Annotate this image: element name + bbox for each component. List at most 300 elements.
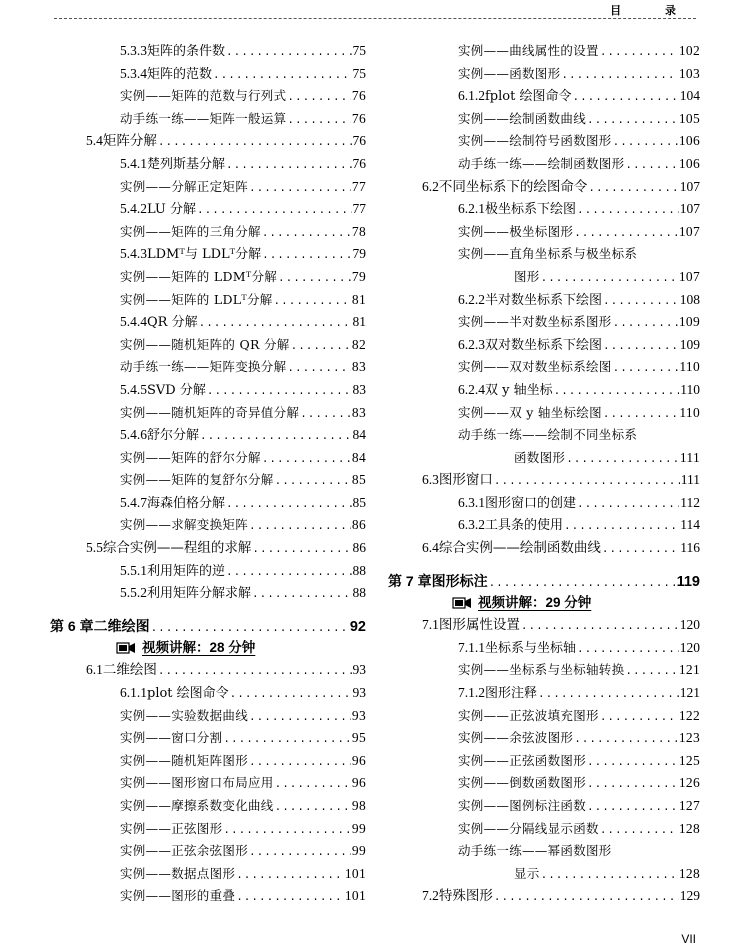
toc-title: 实例——分隔线显示函数 xyxy=(458,820,599,836)
toc-example[interactable] xyxy=(388,63,700,86)
dot-leader xyxy=(600,707,678,730)
toc-number: 5.3.4 xyxy=(120,65,147,81)
toc-example[interactable] xyxy=(388,311,700,334)
toc-example[interactable] xyxy=(44,469,366,492)
dot-leader xyxy=(577,200,679,223)
dot-leader xyxy=(603,336,679,359)
toc-title: 实例——随机矩阵图形 xyxy=(120,752,249,768)
toc-page-number: 81 xyxy=(351,291,366,307)
toc-title: 实例——窗口分割 xyxy=(120,730,223,746)
toc-subsection[interactable] xyxy=(44,560,366,583)
toc-example[interactable] xyxy=(44,402,366,425)
toc-page-number: 110 xyxy=(679,404,700,420)
toc-section[interactable] xyxy=(388,614,700,637)
dot-leader xyxy=(252,584,351,607)
dot-leader xyxy=(577,494,679,517)
toc-page-number: 121 xyxy=(678,662,700,678)
toc-title: fplot 绘图命令 xyxy=(485,89,572,105)
toc-example[interactable] xyxy=(388,153,700,176)
toc-number: 6.2.2 xyxy=(458,291,485,307)
toc-section[interactable] xyxy=(388,176,700,199)
toc-subsection[interactable] xyxy=(388,514,700,537)
toc-number: 5.3.3 xyxy=(120,43,147,58)
toc-page-number: 126 xyxy=(678,775,700,791)
toc-column-right xyxy=(388,40,700,908)
dot-leader xyxy=(226,42,351,65)
dot-leader xyxy=(574,223,678,246)
toc-example[interactable] xyxy=(44,818,366,841)
toc-section[interactable] xyxy=(388,885,700,908)
dot-leader xyxy=(587,752,678,775)
toc-page-number: 102 xyxy=(678,43,700,58)
toc-title: 实例——半对数坐标系图形 xyxy=(458,314,612,330)
toc-title: 双 y 轴坐标 xyxy=(485,382,553,398)
dot-leader xyxy=(521,616,679,639)
toc-section[interactable] xyxy=(388,469,700,492)
toc-subsection[interactable] xyxy=(44,311,366,334)
dot-leader xyxy=(275,471,351,494)
toc-title: 实例——随机矩阵的奇异值分解 xyxy=(120,404,300,420)
toc-page-number: 86 xyxy=(351,517,366,533)
toc-example[interactable] xyxy=(44,85,366,108)
toc-title: 实例——正弦余弦图形 xyxy=(120,843,249,859)
toc-title: 实例——矩阵的舒尔分解 xyxy=(120,449,261,465)
dot-leader xyxy=(564,516,679,539)
video-lecture-label: 视频讲解：29 分钟 xyxy=(478,595,592,611)
toc-page-number: 92 xyxy=(349,618,366,635)
toc-title: 不同坐标系下的绘图命令 xyxy=(438,178,588,195)
toc-subsection[interactable] xyxy=(388,289,700,312)
dot-leader xyxy=(275,774,351,797)
toc-page-number: 75 xyxy=(352,65,366,81)
toc-example[interactable] xyxy=(44,289,366,312)
toc-number: 5.5.2 xyxy=(120,585,147,601)
toc-title: 实例——图形的重叠 xyxy=(120,888,236,904)
toc-subsection[interactable] xyxy=(44,153,366,176)
dot-leader xyxy=(158,661,352,684)
dot-leader xyxy=(554,381,680,404)
toc-page-number: 121 xyxy=(679,685,700,701)
toc-title: 实例——求解变换矩阵 xyxy=(120,517,249,533)
toc-example[interactable] xyxy=(44,176,366,199)
toc-page-number: 79 xyxy=(351,268,366,284)
toc-page-number: 129 xyxy=(679,888,700,904)
toc-page-number: 83 xyxy=(352,381,366,397)
toc-page-number: 76 xyxy=(352,155,366,171)
toc-title: 实例——正弦函数图形 xyxy=(458,752,587,768)
toc-title: 利用矩阵分解求解 xyxy=(147,586,252,602)
dot-leader xyxy=(603,404,678,427)
toc-chapter[interactable] xyxy=(44,615,366,638)
toc-example-continued[interactable] xyxy=(388,863,700,886)
toc-title: 工具条的使用 xyxy=(485,518,564,534)
toc-subsection[interactable] xyxy=(44,582,366,605)
toc-page-number: 93 xyxy=(352,662,366,678)
toc-page-number: 107 xyxy=(678,268,700,284)
toc-number: 6.2.1 xyxy=(458,201,485,217)
toc-page-number: 103 xyxy=(678,65,700,81)
dot-leader xyxy=(226,494,351,517)
toc-title: LU 分解 xyxy=(147,202,197,218)
dot-leader xyxy=(226,155,351,178)
toc-page-number: 120 xyxy=(679,639,700,655)
dot-leader xyxy=(249,752,351,775)
dot-leader xyxy=(291,336,351,359)
dot-leader xyxy=(541,865,678,888)
toc-title: 实例——双对数坐标系绘图 xyxy=(458,359,612,375)
dot-leader xyxy=(274,291,351,314)
toc-title: 实例——矩阵的 LDMᵀ分解 xyxy=(120,268,278,284)
toc-example[interactable] xyxy=(44,750,366,773)
toc-page-number: 85 xyxy=(352,494,366,510)
toc-number: 第 6 章 xyxy=(50,617,94,634)
toc-subsection[interactable] xyxy=(44,198,366,221)
toc-number: 5.5 xyxy=(86,540,103,556)
toc-number: 6.4 xyxy=(422,540,439,556)
toc-example[interactable] xyxy=(388,750,700,773)
toc-page-number: 101 xyxy=(344,865,366,881)
toc-title: 实例——绘制函数曲线 xyxy=(458,110,587,126)
toc-page-number: 114 xyxy=(680,517,700,533)
toc-number: 5.4.4 xyxy=(120,314,147,330)
toc-subsection[interactable] xyxy=(388,637,700,660)
dot-leader xyxy=(489,573,676,596)
dot-leader xyxy=(625,155,677,178)
dot-leader xyxy=(561,65,677,88)
toc-title: 二维绘图 xyxy=(102,662,157,679)
toc-example[interactable] xyxy=(388,705,700,728)
toc-title: plot 绘图命令 xyxy=(147,686,229,702)
toc-example[interactable] xyxy=(388,356,700,379)
toc-page-number: 82 xyxy=(351,336,366,352)
toc-example-continued[interactable] xyxy=(388,266,700,289)
toc-subsection[interactable] xyxy=(44,682,366,705)
toc-page-number: 127 xyxy=(678,798,700,813)
dot-leader xyxy=(602,539,679,562)
toc-subsection[interactable] xyxy=(44,424,366,447)
toc-page-number: 85 xyxy=(351,472,366,488)
toc-title: 实例——矩阵的三角分解 xyxy=(120,223,261,239)
dot-leader xyxy=(541,268,678,291)
dot-leader xyxy=(275,797,351,820)
toc-subsection[interactable] xyxy=(44,243,366,266)
toc-subsection[interactable] xyxy=(388,198,700,221)
toc-page-number: 111 xyxy=(680,472,700,488)
toc-page-number: 79 xyxy=(352,246,366,262)
toc-number: 7.1 xyxy=(422,617,439,633)
toc-example[interactable] xyxy=(388,221,700,244)
toc-example[interactable] xyxy=(44,108,366,131)
toc-title: 矩阵的条件数 xyxy=(147,44,226,59)
toc-page-number: 108 xyxy=(679,291,700,307)
dot-leader xyxy=(613,313,678,336)
toc-example[interactable] xyxy=(44,795,366,818)
toc-page-number: 84 xyxy=(352,427,366,443)
toc-example[interactable] xyxy=(44,727,366,750)
toc-title: 综合实例——绘制函数曲线 xyxy=(438,540,601,557)
toc-page-number: 112 xyxy=(680,494,700,510)
toc-number: 5.4 xyxy=(86,133,103,149)
dot-leader xyxy=(574,729,678,752)
toc-section[interactable] xyxy=(44,659,366,682)
toc-example[interactable] xyxy=(44,514,366,537)
dot-leader xyxy=(223,820,350,843)
toc-subsection[interactable] xyxy=(388,379,700,402)
toc-page-number: 107 xyxy=(678,223,700,239)
toc-number: 5.4.6 xyxy=(120,427,147,443)
video-lecture-label: 视频讲解：28 分钟 xyxy=(142,640,256,656)
toc-section[interactable] xyxy=(44,537,366,560)
toc-number: 6.1.1 xyxy=(120,685,147,701)
toc-title: 动手练一练——绘制不同坐标系 xyxy=(458,427,638,443)
toc-section[interactable] xyxy=(388,537,700,560)
video-camera-icon xyxy=(116,641,136,655)
toc-page-number: 111 xyxy=(679,449,700,465)
dot-leader xyxy=(587,110,678,133)
toc-number: 5.5.1 xyxy=(120,562,147,578)
toc-title: 实例——随机矩阵的 QR 分解 xyxy=(120,336,290,352)
toc-number: 7.1.2 xyxy=(458,685,485,701)
toc-number: 5.4.3 xyxy=(120,246,147,262)
toc-page-number: 99 xyxy=(351,843,366,859)
header-rule xyxy=(54,18,696,19)
toc-example[interactable] xyxy=(44,221,366,244)
toc-number: 5.4.2 xyxy=(120,201,147,217)
toc-page-number: 128 xyxy=(678,820,700,836)
toc-page-number: 95 xyxy=(351,730,366,746)
toc-title: 坐标系与坐标轴 xyxy=(485,640,577,656)
toc-title: 实例——矩阵的 LDLᵀ分解 xyxy=(120,291,273,307)
toc-title: 矩阵分解 xyxy=(102,133,157,150)
toc-page-number: 101 xyxy=(344,888,366,904)
toc-title: 图形注释 xyxy=(485,686,538,702)
toc-example[interactable] xyxy=(44,334,366,357)
toc-page-number: 78 xyxy=(351,223,366,239)
dot-leader xyxy=(600,820,678,843)
toc-title: 半对数坐标系下绘图 xyxy=(485,292,603,308)
dot-leader xyxy=(588,178,678,201)
toc-page-number: 109 xyxy=(678,314,700,330)
dot-leader xyxy=(207,381,352,404)
toc-page-number: 77 xyxy=(351,178,366,194)
toc-title: 实例——函数图形 xyxy=(458,65,561,81)
toc-example[interactable] xyxy=(388,795,700,818)
toc-subsection[interactable] xyxy=(44,40,366,63)
toc-page-number: 96 xyxy=(351,752,366,768)
toc-page-number: 107 xyxy=(679,178,700,194)
toc-number: 6.2.4 xyxy=(458,381,485,397)
toc-section[interactable] xyxy=(44,130,366,153)
toc-title: SVD 分解 xyxy=(147,382,206,398)
dot-leader xyxy=(603,291,679,314)
toc-number: 6.1.2 xyxy=(458,88,485,104)
dot-leader xyxy=(249,707,351,730)
toc-subsection[interactable] xyxy=(388,492,700,515)
toc-subsection[interactable] xyxy=(44,379,366,402)
toc-title: 动手练一练——矩阵一般运算 xyxy=(120,110,287,126)
toc-page-number: 84 xyxy=(351,449,366,465)
toc-title: 舒尔分解 xyxy=(147,428,200,444)
toc-example[interactable] xyxy=(44,840,366,863)
dot-leader xyxy=(538,684,679,707)
dot-leader xyxy=(587,774,678,797)
toc-subsection[interactable] xyxy=(388,85,700,108)
toc-example[interactable] xyxy=(388,818,700,841)
toc-page-number: 109 xyxy=(679,336,700,352)
toc-title: 实例——矩阵的范数与行列式 xyxy=(120,88,287,104)
toc-example[interactable] xyxy=(44,863,366,886)
dot-leader xyxy=(287,87,350,110)
toc-subsection[interactable] xyxy=(388,682,700,705)
toc-example[interactable] xyxy=(388,40,700,63)
dot-leader xyxy=(287,110,350,133)
toc-page-number: 123 xyxy=(678,730,700,746)
dot-leader xyxy=(625,661,677,684)
toc-page-number: 88 xyxy=(352,562,366,578)
toc-page-number: 75 xyxy=(352,43,366,58)
toc-page-number: 76 xyxy=(352,133,366,149)
dot-leader xyxy=(213,65,351,88)
toc-number: 5.4.5 xyxy=(120,381,147,397)
toc-example[interactable] xyxy=(388,402,700,425)
toc-page-number: 110 xyxy=(680,381,700,397)
dot-leader xyxy=(287,358,350,381)
toc-title: 显示 xyxy=(514,865,540,881)
toc-page-number: 76 xyxy=(351,88,366,104)
dot-leader xyxy=(249,842,351,865)
toc-page-number: 86 xyxy=(352,540,366,556)
page-number: VII xyxy=(681,932,696,946)
toc-number: 6.3.1 xyxy=(458,494,485,510)
toc-example[interactable] xyxy=(388,243,700,266)
toc-title: 图形 xyxy=(514,268,540,284)
toc-page-number: 98 xyxy=(351,798,366,813)
dot-leader xyxy=(262,449,351,472)
toc-page-number: 93 xyxy=(351,707,366,723)
dot-leader xyxy=(197,200,351,223)
toc-page-number: 105 xyxy=(678,110,700,126)
toc-title: 实例——曲线属性的设置 xyxy=(458,43,599,58)
toc-page-number: 106 xyxy=(678,155,700,171)
dot-leader xyxy=(613,132,678,155)
dot-leader xyxy=(262,223,351,246)
toc-subsection[interactable] xyxy=(44,492,366,515)
toc-page-number: 99 xyxy=(351,820,366,836)
dot-leader xyxy=(494,887,679,910)
toc-example[interactable] xyxy=(388,108,700,131)
toc-title: 实例——坐标系与坐标轴转换 xyxy=(458,662,625,678)
toc-page-number: 76 xyxy=(351,110,366,126)
toc-title: 实例——倒数函数图形 xyxy=(458,775,587,791)
dot-leader xyxy=(236,887,344,910)
toc-page-number: 93 xyxy=(352,685,366,701)
toc-title: 矩阵的范数 xyxy=(147,66,213,82)
toc-subsection[interactable] xyxy=(44,63,366,86)
toc-title: 利用矩阵的逆 xyxy=(147,563,226,579)
dot-leader xyxy=(566,449,679,472)
dot-leader xyxy=(613,358,679,381)
toc-title: 海森伯格分解 xyxy=(147,495,226,511)
toc-example[interactable] xyxy=(44,885,366,908)
video-camera-icon xyxy=(452,596,472,610)
toc-subsection[interactable] xyxy=(388,334,700,357)
toc-page-number: 120 xyxy=(679,617,700,633)
dot-leader xyxy=(262,245,351,268)
toc-title: 楚列斯基分解 xyxy=(147,156,226,172)
toc-title: 实例——图例标注函数 xyxy=(458,798,587,813)
toc-example[interactable] xyxy=(44,772,366,795)
toc-chapter[interactable] xyxy=(388,570,700,593)
video-lecture-link[interactable] xyxy=(44,637,366,659)
toc-number: 第 7 章 xyxy=(388,572,432,589)
toc-title: 函数图形 xyxy=(514,449,566,465)
toc-title: 实例——极坐标图形 xyxy=(458,223,574,239)
running-header: 目 录 xyxy=(610,4,696,17)
toc-title: QR 分解 xyxy=(147,315,198,331)
toc-example[interactable] xyxy=(44,447,366,470)
dot-leader xyxy=(600,42,678,65)
dot-leader xyxy=(199,313,352,336)
dot-leader xyxy=(278,268,351,291)
toc-title: 实例——双 y 轴坐标绘图 xyxy=(458,404,602,420)
toc-page-number: 125 xyxy=(678,752,700,768)
toc-example[interactable] xyxy=(44,705,366,728)
toc-title: 实例——矩阵的复舒尔分解 xyxy=(120,472,274,488)
toc-page-number: 88 xyxy=(352,585,366,601)
toc-page-number: 122 xyxy=(678,707,700,723)
toc-example[interactable] xyxy=(388,727,700,750)
toc-number: 5.4.1 xyxy=(120,155,147,171)
toc-title: 图形属性设置 xyxy=(438,617,520,634)
toc-example[interactable] xyxy=(388,130,700,153)
dot-leader xyxy=(249,178,351,201)
dot-leader xyxy=(236,865,344,888)
toc-number: 6.1 xyxy=(86,662,103,678)
toc-example[interactable] xyxy=(388,424,700,447)
toc-example[interactable] xyxy=(388,772,700,795)
video-lecture-link[interactable] xyxy=(388,592,700,614)
toc-page-number: 83 xyxy=(351,359,366,375)
toc-example[interactable] xyxy=(44,356,366,379)
toc-title: 实例——摩擦系数变化曲线 xyxy=(120,798,274,813)
toc-example-continued[interactable] xyxy=(388,447,700,470)
toc-example[interactable] xyxy=(388,659,700,682)
toc-title: 实例——绘制符号函数图形 xyxy=(458,133,612,149)
dot-leader xyxy=(572,87,678,110)
toc-title: 动手练一练——矩阵变换分解 xyxy=(120,359,287,375)
toc-title: 实例——正弦图形 xyxy=(120,820,223,836)
toc-title: 动手练一练——幂函数图形 xyxy=(458,843,612,859)
dot-leader xyxy=(577,639,679,662)
toc-page-number: 107 xyxy=(679,201,700,217)
toc-example[interactable] xyxy=(388,840,700,863)
dot-leader xyxy=(249,516,351,539)
toc-page-number: 119 xyxy=(676,573,700,590)
toc-title: 动手练一练——绘制函数图形 xyxy=(458,155,625,171)
dot-leader xyxy=(158,132,352,155)
dot-leader xyxy=(300,404,351,427)
toc-page-number: 110 xyxy=(679,359,700,375)
toc-number: 6.3.2 xyxy=(458,517,485,533)
toc-title: 极坐标系下绘图 xyxy=(485,202,577,218)
toc-number: 7.2 xyxy=(422,888,439,904)
toc-title: 实例——数据点图形 xyxy=(120,865,236,881)
toc-title: 综合实例——程组的求解 xyxy=(102,540,252,557)
toc-number: 7.1.1 xyxy=(458,639,485,655)
toc-number: 6.3 xyxy=(422,472,439,488)
toc-number: 5.4.7 xyxy=(120,494,147,510)
toc-example[interactable] xyxy=(44,266,366,289)
